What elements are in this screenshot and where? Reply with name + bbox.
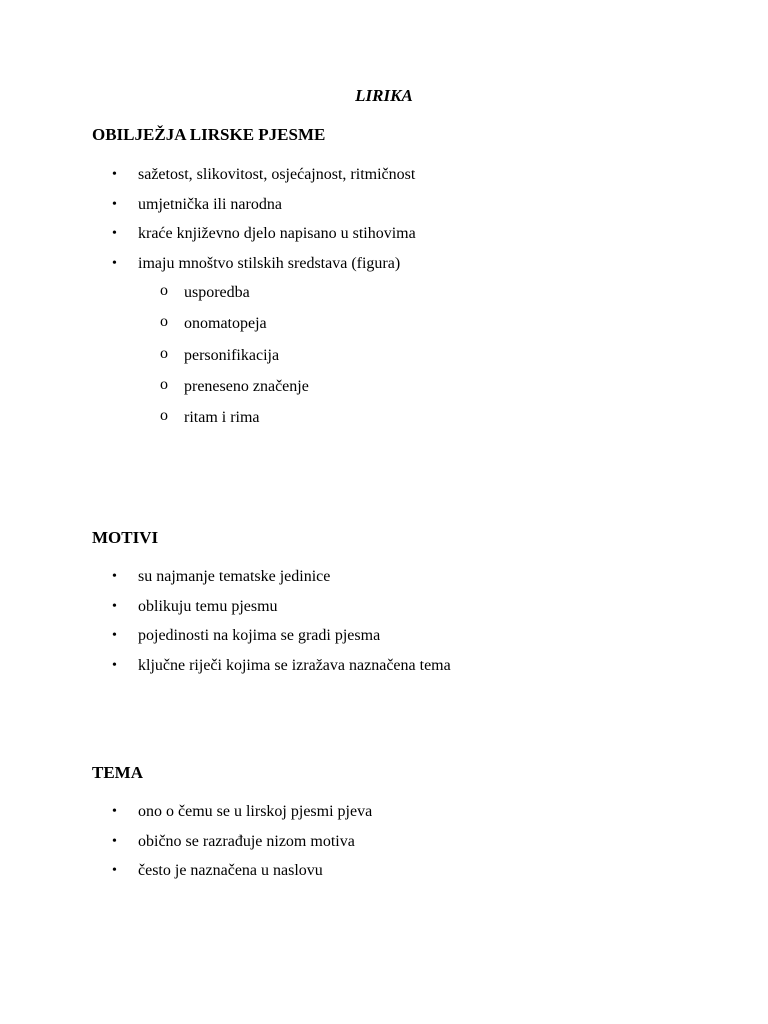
sub-list-item-text: onomatopeja <box>184 315 267 333</box>
bullet-icon: • <box>112 196 117 212</box>
list-item <box>110 856 372 886</box>
section-heading-motivi: MOTIVI <box>92 528 159 547</box>
list-item-text: ključne riječi kojima se izražava naznačena tema <box>138 656 451 674</box>
bullet-icon: • <box>112 657 117 673</box>
sub-list-item <box>158 340 309 371</box>
circle-bullet-icon: o <box>160 375 168 393</box>
list-item <box>110 160 416 190</box>
list-item-text: kraće književno djelo napisano u stihovima <box>138 225 416 243</box>
list-item-text: umjetnička ili narodna <box>138 195 282 213</box>
list-item-text: često je naznačena u naslovu <box>138 862 323 880</box>
list-item <box>110 651 451 681</box>
list-item <box>110 621 451 651</box>
document-title: LIRIKA <box>355 86 413 105</box>
list-item-text: su najmanje tematske jedinice <box>138 568 331 585</box>
list-item <box>110 249 416 279</box>
sub-list-item-text: ritam i rima <box>184 409 260 427</box>
circle-bullet-icon: o <box>160 407 168 425</box>
circle-bullet-icon: o <box>160 344 168 362</box>
sub-list-item <box>158 277 309 308</box>
list-item <box>110 219 416 249</box>
list-item-text: ono o čemu se u lirskoj pjesmi pjeva <box>138 803 373 820</box>
bullet-list-obiljezja <box>110 160 416 278</box>
section-heading-tema: TEMA <box>92 763 143 782</box>
list-item <box>110 592 451 622</box>
list-item-text: oblikuju temu pjesmu <box>138 597 278 615</box>
sub-list-item-text: usporedba <box>184 284 250 301</box>
bullet-list-motivi <box>110 562 451 680</box>
bullet-icon: • <box>112 255 117 271</box>
list-item-text: obično se razrađuje nizom motiva <box>138 832 355 850</box>
bullet-icon: • <box>112 167 117 182</box>
list-item <box>110 562 451 592</box>
circle-bullet-icon: o <box>160 313 168 331</box>
list-item-text: pojedinosti na kojima se gradi pjesma <box>138 627 381 645</box>
bullet-icon: • <box>112 569 117 584</box>
bullet-icon: • <box>112 833 117 849</box>
list-item <box>110 797 372 827</box>
bullet-icon: • <box>112 863 117 879</box>
circle-bullet-icon: o <box>160 282 168 299</box>
list-item-text: imaju mnoštvo stilskih sredstava (figura) <box>138 254 401 272</box>
sub-bullet-list-figure <box>158 277 309 433</box>
sub-list-item <box>158 371 309 402</box>
list-item <box>110 190 416 220</box>
bullet-icon: • <box>112 804 117 819</box>
sub-list-item <box>158 308 309 339</box>
sub-list-item-text: personifikacija <box>184 346 280 364</box>
bullet-icon: • <box>112 628 117 644</box>
list-item-text: sažetost, slikovitost, osjećajnost, ritmičnost <box>138 166 416 183</box>
bullet-icon: • <box>112 598 117 614</box>
bullet-list-tema <box>110 797 372 886</box>
sub-list-item-text: preneseno značenje <box>184 377 309 395</box>
bullet-icon: • <box>112 226 117 242</box>
sub-list-item <box>158 402 309 433</box>
list-item <box>110 827 372 857</box>
section-heading-obiljezja: OBILJEŽJA LIRSKE PJESME <box>92 125 326 144</box>
